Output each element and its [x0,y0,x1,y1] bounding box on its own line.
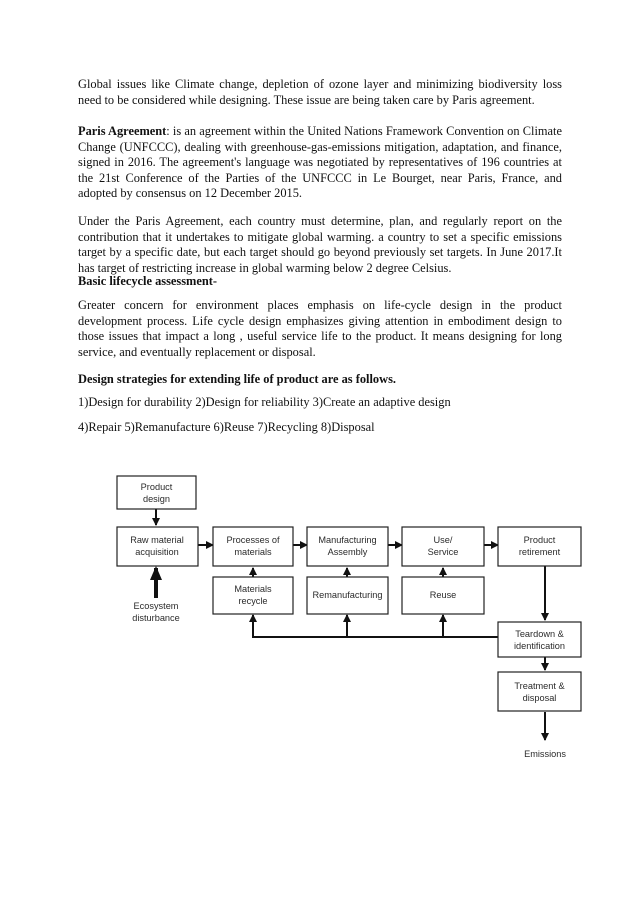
label-ecosystem-2: disturbance [132,613,180,623]
box-reuse [402,577,484,614]
svg-text:recycle: recycle [238,596,268,606]
box-teardown [498,622,581,657]
svg-text:retirement: retirement [518,547,561,557]
box-product-design [117,476,196,509]
svg-text:Product: Product [523,535,556,545]
heading-strategies: Design strategies for extending life of product are as follows. [78,372,396,386]
svg-text:design: design [142,494,171,504]
svg-text:Service: Service [427,547,459,557]
box-remanufacturing [307,577,388,614]
label-emissions: Emissions [524,749,566,759]
arrow-teardown-to-reuse [443,615,498,637]
svg-text:Processes of: Processes of [226,535,280,545]
paris-body: : is an agreement within the United Nations Framework Convention on Climate Change (UNFCCC), dealing with greenhouse-gas-emissions mitigation, adaptation, and finance, signed in 2016. The agreement's language was negotiated by representatives of 196 countries at the 21st Conference of the Parties of the UNFCCC in Le Bourget, near Paris, France, and adopted by consensus on 12 December 2015. [78,124,562,200]
box-manufacturing [307,527,388,566]
heading-lifecycle: Basic lifecycle assessment- [78,274,218,288]
intro-text: Global issues like Climate change, depletion of ozone layer and minimizing biodiversity loss need to be considered while designing. These issue are being taken care by Paris agreement. [78,77,562,107]
svg-text:Treatment &: Treatment & [514,681,565,691]
svg-text:acquisition: acquisition [135,547,179,557]
svg-text:materials: materials [234,547,272,557]
label-ecosystem-1: Ecosystem [133,601,179,611]
svg-text:Raw material: Raw material [130,535,184,545]
under-paris-text: Under the Paris Agreement, each country must determine, plan, and regularly report on the contribution that it undertakes to mitigate global warming. a country to set a specific emissions target by a specific date, but each target should go beyond previously set targets. In June 2017.It has target of restricting increase in global warming below 2 degree Celsius. [78,214,562,275]
svg-text:disposal: disposal [522,693,557,703]
box-materials-recycle [213,577,293,614]
svg-text:Materials: Materials [234,584,272,594]
box-raw-material [117,527,198,566]
box-treatment [498,672,581,711]
box-processes [213,527,293,566]
lifecycle-text: Greater concern for environment places emphasis on life-cycle design in the product development process. Life cycle design emphasizes giving attention in embodiment design to those issues that impact a long , useful service life to the product. It means designing for long service, and eventually replacement or disposal. [78,298,562,359]
box-use-service [402,527,484,566]
strategies-line-1: 1)Design for durability 2)Design for reliability 3)Create an adaptive design [78,395,451,409]
svg-text:identification: identification [513,641,566,651]
strategies-line-2: 4)Repair 5)Remanufacture 6)Reuse 7)Recycling 8)Disposal [78,420,375,434]
svg-text:Reuse: Reuse [429,590,457,600]
paris-term: Paris Agreement [78,124,167,138]
svg-text:Assembly: Assembly [327,547,368,557]
svg-text:Remanufacturing: Remanufacturing [312,590,383,600]
svg-text:Teardown &: Teardown & [515,629,564,639]
box-product-retirement [498,527,581,566]
svg-text:Manufacturing: Manufacturing [318,535,377,545]
svg-text:Product: Product [140,482,173,492]
svg-text:Use/: Use/ [433,535,453,545]
